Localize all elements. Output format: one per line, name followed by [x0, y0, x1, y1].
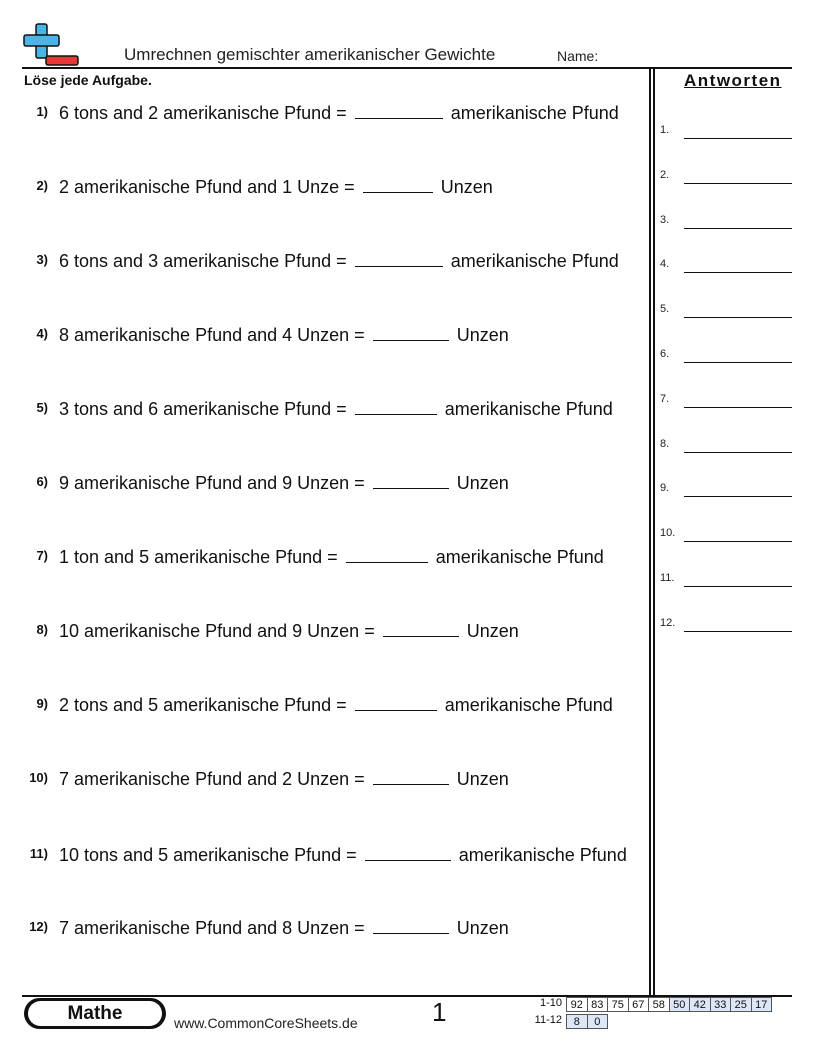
problem-number: 7) — [36, 548, 48, 563]
answer-row — [660, 482, 792, 502]
problem-unit: amerikanische Pfund — [444, 399, 613, 419]
score-cell: 0 — [587, 1014, 609, 1029]
answer-blank[interactable] — [365, 842, 451, 861]
answer-row — [660, 393, 792, 413]
answer-line[interactable] — [684, 452, 792, 453]
answer-row — [660, 124, 792, 144]
problem-unit: Unzen — [456, 918, 509, 938]
answer-number: 10. — [660, 527, 676, 540]
problem-text — [59, 396, 649, 421]
score-row-label: 1-10 — [539, 997, 562, 1009]
problem-text — [59, 470, 649, 495]
problem-question: 10 amerikanische Pfund and 9 Unzen = — [59, 621, 375, 641]
score-cell: 83 — [587, 997, 609, 1012]
answer-line[interactable] — [684, 362, 792, 363]
problem-number: 12) — [29, 919, 48, 934]
subject-badge: Mathe — [28, 1001, 162, 1026]
problem-question: 10 tons and 5 amerikanische Pfund = — [59, 845, 357, 865]
answer-blank[interactable] — [383, 618, 459, 637]
answer-blank[interactable] — [355, 248, 443, 267]
problem-text — [59, 544, 649, 569]
problem-text — [59, 618, 649, 643]
answer-line[interactable] — [684, 541, 792, 542]
problem-text — [59, 174, 649, 199]
answer-row — [660, 572, 792, 592]
problem-unit: amerikanische Pfund — [450, 251, 619, 271]
answer-number: 5. — [660, 303, 670, 316]
problem-text — [59, 100, 649, 125]
problem-question: 7 amerikanische Pfund and 8 Unzen = — [59, 918, 365, 938]
score-cell: 17 — [751, 997, 773, 1012]
problem-number: 3) — [36, 252, 48, 267]
score-row-label: 11-12 — [534, 1014, 562, 1026]
problem-unit: Unzen — [466, 621, 519, 641]
score-cell: 58 — [648, 997, 670, 1012]
plus-minus-logo-icon — [22, 22, 80, 68]
problem-number: 8) — [36, 622, 48, 637]
problem-text — [59, 248, 649, 273]
answer-line[interactable] — [684, 183, 792, 184]
score-cell: 50 — [669, 997, 691, 1012]
problem-text — [59, 692, 649, 717]
problem-question: 8 amerikanische Pfund and 4 Unzen = — [59, 325, 365, 345]
column-divider — [649, 69, 651, 995]
answer-blank[interactable] — [346, 544, 428, 563]
page-title: Umrechnen gemischter amerikanischer Gewichte — [124, 45, 496, 64]
answer-blank[interactable] — [363, 174, 433, 193]
answer-row — [660, 214, 792, 234]
answer-blank[interactable] — [373, 322, 449, 341]
problem-question: 6 tons and 2 amerikanische Pfund = — [59, 103, 347, 123]
answer-blank[interactable] — [373, 766, 449, 785]
score-cell: 75 — [607, 997, 629, 1012]
answer-row — [660, 303, 792, 323]
problem-number: 10) — [29, 770, 48, 785]
score-cell: 33 — [710, 997, 732, 1012]
answer-number: 11. — [660, 572, 675, 584]
answer-line[interactable] — [684, 138, 792, 139]
problem-unit: Unzen — [440, 177, 493, 197]
score-cell: 92 — [566, 997, 588, 1012]
answer-line[interactable] — [684, 407, 792, 408]
problem-number: 1) — [36, 104, 48, 119]
score-cell: 42 — [689, 997, 711, 1012]
problem-text — [59, 915, 649, 940]
answer-line[interactable] — [684, 631, 792, 632]
answer-number: 9. — [660, 482, 670, 495]
answer-number: 3. — [660, 213, 670, 226]
answers-title: Antworten — [684, 71, 782, 90]
answer-number: 12. — [660, 616, 676, 629]
problem-text — [59, 322, 649, 347]
answer-row — [660, 348, 792, 368]
problem-unit: amerikanische Pfund — [458, 845, 627, 865]
problem-unit: Unzen — [456, 473, 509, 493]
problem-number: 6) — [36, 474, 48, 489]
problem-question: 1 ton and 5 amerikanische Pfund = — [59, 547, 338, 567]
answer-blank[interactable] — [355, 692, 437, 711]
answer-row — [660, 258, 792, 278]
problem-text — [59, 842, 649, 867]
instructions: Löse jede Aufgabe. — [24, 72, 152, 88]
answer-number: 7. — [660, 392, 670, 405]
answer-blank[interactable] — [355, 100, 443, 119]
problem-unit: amerikanische Pfund — [444, 695, 613, 715]
score-cell: 67 — [628, 997, 650, 1012]
page-number: 1 — [432, 997, 447, 1027]
problem-number: 4) — [36, 326, 48, 341]
problem-unit: Unzen — [456, 769, 509, 789]
answer-line[interactable] — [684, 317, 792, 318]
problem-question: 3 tons and 6 amerikanische Pfund = — [59, 399, 347, 419]
answer-blank[interactable] — [355, 396, 437, 415]
header-rule — [22, 67, 792, 69]
answer-line[interactable] — [684, 228, 792, 229]
answer-blank[interactable] — [373, 470, 449, 489]
problem-text — [59, 766, 649, 791]
problem-question: 2 amerikanische Pfund and 1 Unze = — [59, 177, 355, 197]
problem-question: 7 amerikanische Pfund and 2 Unzen = — [59, 769, 365, 789]
answer-blank[interactable] — [373, 915, 449, 934]
score-cell: 25 — [730, 997, 752, 1012]
answer-number: 8. — [660, 437, 670, 450]
problem-unit: amerikanische Pfund — [450, 103, 619, 123]
site-url: www.CommonCoreSheets.de — [174, 1015, 358, 1031]
answer-row — [660, 617, 792, 637]
problem-unit: Unzen — [456, 325, 509, 345]
answer-number: 1. — [660, 124, 670, 136]
problem-question: 9 amerikanische Pfund and 9 Unzen = — [59, 473, 365, 493]
answer-row — [660, 438, 792, 458]
problem-number: 9) — [36, 696, 48, 711]
problem-number: 11) — [29, 846, 48, 861]
column-divider — [653, 69, 655, 995]
problem-number: 5) — [36, 400, 48, 415]
score-cell: 8 — [566, 1014, 588, 1029]
answer-row — [660, 527, 792, 547]
problem-unit: amerikanische Pfund — [435, 547, 604, 567]
answer-number: 2. — [660, 168, 670, 181]
name-label: Name: — [557, 48, 599, 64]
answer-number: 4. — [660, 258, 670, 271]
problem-question: 6 tons and 3 amerikanische Pfund = — [59, 251, 347, 271]
answer-number: 6. — [660, 348, 670, 360]
answer-line[interactable] — [684, 586, 792, 587]
answer-line[interactable] — [684, 496, 792, 497]
answer-line[interactable] — [684, 272, 792, 273]
problem-number: 2) — [36, 178, 48, 193]
answer-row — [660, 169, 792, 189]
problem-question: 2 tons and 5 amerikanische Pfund = — [59, 695, 347, 715]
